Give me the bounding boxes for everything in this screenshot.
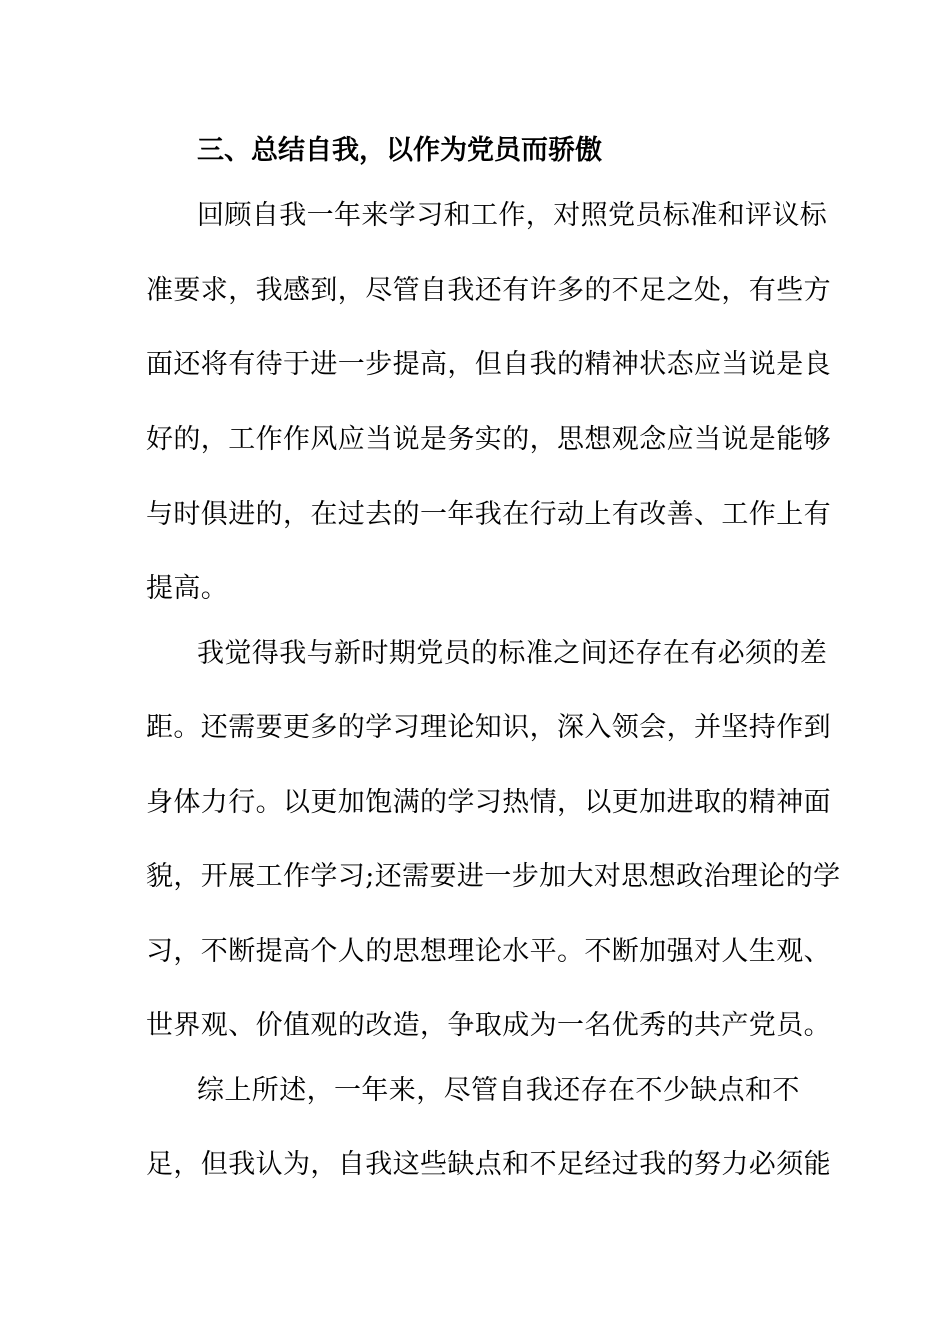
paragraph-2-line-5: 习，不断提高个人的思想理论水平。不断加强对人生观、 [146,936,831,967]
paragraph-1-line-1: 回顾自我一年来学习和工作，对照党员标准和评议标 [197,200,828,231]
paragraph-2-line-1: 我觉得我与新时期党员的标准之间还存在有必须的差 [197,638,828,669]
paragraph-3-line-1: 综上所述，一年来，尽管自我还存在不少缺点和不 [197,1075,800,1106]
paragraph-2-line-3: 身体力行。以更加饱满的学习热情，以更加进取的精神面 [146,787,831,818]
paragraph-2-line-6: 世界观、价值观的改造，争取成为一名优秀的共产党员。 [146,1010,831,1041]
paragraph-1-line-2: 准要求，我感到，尽管自我还有许多的不足之处，有些方 [146,275,831,306]
paragraph-2-line-2: 距。还需要更多的学习理论知识，深入领会，并坚持作到 [146,712,831,743]
paragraph-1-line-4: 好的，工作作风应当说是务实的，思想观念应当说是能够 [146,424,831,455]
paragraph-2-line-4: 貌，开展工作学习;还需要进一步加大对思想政治理论的学 [146,861,841,892]
paragraph-1-line-6: 提高。 [146,573,229,604]
paragraph-1-line-3: 面还将有待于进一步提高，但自我的精神状态应当说是良 [146,349,831,380]
paragraph-3-line-2: 足，但我认为，自我这些缺点和不足经过我的努力必须能 [146,1149,831,1180]
section-heading: 三、总结自我，以作为党员而骄傲 [197,135,602,166]
paragraph-1-line-5: 与时俱进的，在过去的一年我在行动上有改善、工作上有 [146,499,831,530]
